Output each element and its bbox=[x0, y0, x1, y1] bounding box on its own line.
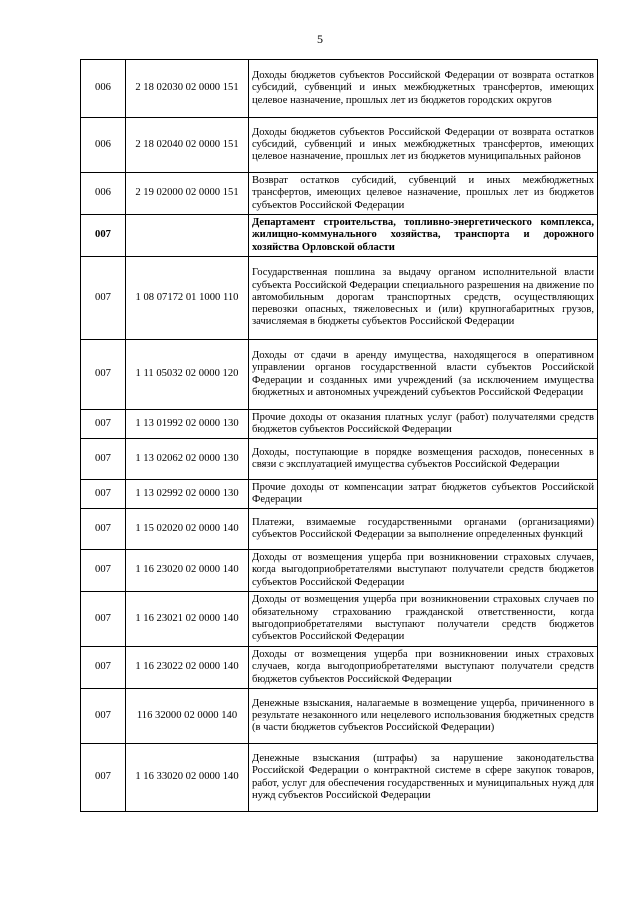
admin-code-cell: 007 bbox=[81, 257, 126, 340]
budget-code-cell: 1 16 23022 02 0000 140 bbox=[126, 647, 249, 689]
revenue-name-cell: Государственная пошлина за выдачу органом исполнительной власти субъекта Российской Федерации специального разрешения на движение по автомобильным дорогам транспортных средств, осуществляющих перевозки опасных, тяжеловесных и (или) крупногабаритных грузов, зачисляемая в бюджеты субъектов Российской Федерации bbox=[249, 257, 598, 340]
admin-code-cell: 007 bbox=[81, 215, 126, 257]
budget-code-cell: 1 16 33020 02 0000 140 bbox=[126, 744, 249, 812]
admin-code-cell: 007 bbox=[81, 647, 126, 689]
budget-code-cell: 2 19 02000 02 0000 151 bbox=[126, 173, 249, 215]
revenue-name-cell: Денежные взыскания (штрафы) за нарушение законодательства Российской Федерации о контрактной системе в сфере закупок товаров, работ, услуг для обеспечения государственных и муниципальных нужд для нужд субъектов Российской Федерации bbox=[249, 744, 598, 812]
budget-code-cell: 1 13 01992 02 0000 130 bbox=[126, 410, 249, 439]
budget-code-cell: 2 18 02040 02 0000 151 bbox=[126, 118, 249, 173]
admin-code-cell: 007 bbox=[81, 410, 126, 439]
table-row bbox=[81, 689, 598, 744]
budget-code-cell: 116 32000 02 0000 140 bbox=[126, 689, 249, 744]
admin-code-cell: 006 bbox=[81, 118, 126, 173]
budget-code-cell: 1 15 02020 02 0000 140 bbox=[126, 509, 249, 550]
revenue-name-cell: Доходы, поступающие в порядке возмещения расходов, понесенных в связи с эксплуатацией имущества субъектов Российской Федерации bbox=[249, 439, 598, 480]
budget-code-cell: 2 18 02030 02 0000 151 bbox=[126, 60, 249, 118]
table-row bbox=[81, 118, 598, 173]
table-row bbox=[81, 647, 598, 689]
budget-code-cell: 1 08 07172 01 1000 110 bbox=[126, 257, 249, 340]
revenue-name-cell: Денежные взыскания, налагаемые в возмещение ущерба, причиненного в результате незаконного или нецелевого использования бюджетных средств (в части бюджетов субъектов Российской Федерации) bbox=[249, 689, 598, 744]
revenue-name-cell: Доходы от возмещения ущерба при возникновении страховых случаев по обязательному страхованию гражданской ответственности, когда выгодоприобретателями выступают получатели средств бюджетов субъектов Российской Федерации bbox=[249, 592, 598, 647]
table-row bbox=[81, 173, 598, 215]
department-name-cell: Департамент строительства, топливно-энергетического комплекса, жилищно-коммунального хозяйства, транспорта и дорожного хозяйства Орловской области bbox=[249, 215, 598, 257]
table-row bbox=[81, 744, 598, 812]
table-row bbox=[81, 340, 598, 410]
table-row bbox=[81, 550, 598, 592]
budget-code-cell: 1 13 02062 02 0000 130 bbox=[126, 439, 249, 480]
revenue-name-cell: Прочие доходы от компенсации затрат бюджетов субъектов Российской Федерации bbox=[249, 480, 598, 509]
table-row bbox=[81, 439, 598, 480]
table-row bbox=[81, 592, 598, 647]
table-row bbox=[81, 60, 598, 118]
admin-code-cell: 006 bbox=[81, 60, 126, 118]
revenue-name-cell: Доходы от возмещения ущерба при возникновении иных страховых случаев, когда выгодоприобретателями выступают получатели средств бюджетов субъектов Российской Федерации bbox=[249, 647, 598, 689]
table-row bbox=[81, 410, 598, 439]
budget-code-cell: 1 13 02992 02 0000 130 bbox=[126, 480, 249, 509]
admin-code-cell: 006 bbox=[81, 173, 126, 215]
revenue-codes-table bbox=[80, 59, 598, 812]
budget-code-cell: 1 11 05032 02 0000 120 bbox=[126, 340, 249, 410]
budget-code-cell: 1 16 23020 02 0000 140 bbox=[126, 550, 249, 592]
admin-code-cell: 007 bbox=[81, 689, 126, 744]
table-row bbox=[81, 480, 598, 509]
admin-code-cell: 007 bbox=[81, 550, 126, 592]
admin-code-cell: 007 bbox=[81, 592, 126, 647]
revenue-name-cell: Прочие доходы от оказания платных услуг (работ) получателями средств бюджетов субъектов Российской Федерации bbox=[249, 410, 598, 439]
admin-code-cell: 007 bbox=[81, 439, 126, 480]
table-row bbox=[81, 509, 598, 550]
revenue-name-cell: Доходы от сдачи в аренду имущества, находящегося в оперативном управлении органов государственной власти субъектов Российской Федерации и созданных ими учреждений (за исключением имущества бюджетных и автономных учреждений субъектов Российской Федерации bbox=[249, 340, 598, 410]
budget-code-cell bbox=[126, 215, 249, 257]
page-number: 5 bbox=[317, 32, 323, 46]
admin-code-cell: 007 bbox=[81, 509, 126, 550]
revenue-name-cell: Платежи, взимаемые государственными органами (организациями) субъектов Российской Федерации за выполнение определенных функций bbox=[249, 509, 598, 550]
revenue-name-cell: Возврат остатков субсидий, субвенций и иных межбюджетных трансфертов, имеющих целевое назначение, прошлых лет из бюджетов субъектов Российской Федерации bbox=[249, 173, 598, 215]
admin-code-cell: 007 bbox=[81, 744, 126, 812]
revenue-name-cell: Доходы от возмещения ущерба при возникновении страховых случаев, когда выгодоприобретателями выступают получатели средств бюджетов субъектов Российской Федерации bbox=[249, 550, 598, 592]
budget-code-cell: 1 16 23021 02 0000 140 bbox=[126, 592, 249, 647]
revenue-name-cell: Доходы бюджетов субъектов Российской Федерации от возврата остатков субсидий, субвенций и иных межбюджетных трансфертов, имеющих целевое назначение, прошлых лет из бюджетов городских округов bbox=[249, 60, 598, 118]
admin-code-cell: 007 bbox=[81, 480, 126, 509]
admin-code-cell: 007 bbox=[81, 340, 126, 410]
department-header-row bbox=[81, 215, 598, 257]
table-row bbox=[81, 257, 598, 340]
revenue-name-cell: Доходы бюджетов субъектов Российской Федерации от возврата остатков субсидий, субвенций и иных межбюджетных трансфертов, имеющих целевое назначение, прошлых лет из бюджетов муниципальных районов bbox=[249, 118, 598, 173]
